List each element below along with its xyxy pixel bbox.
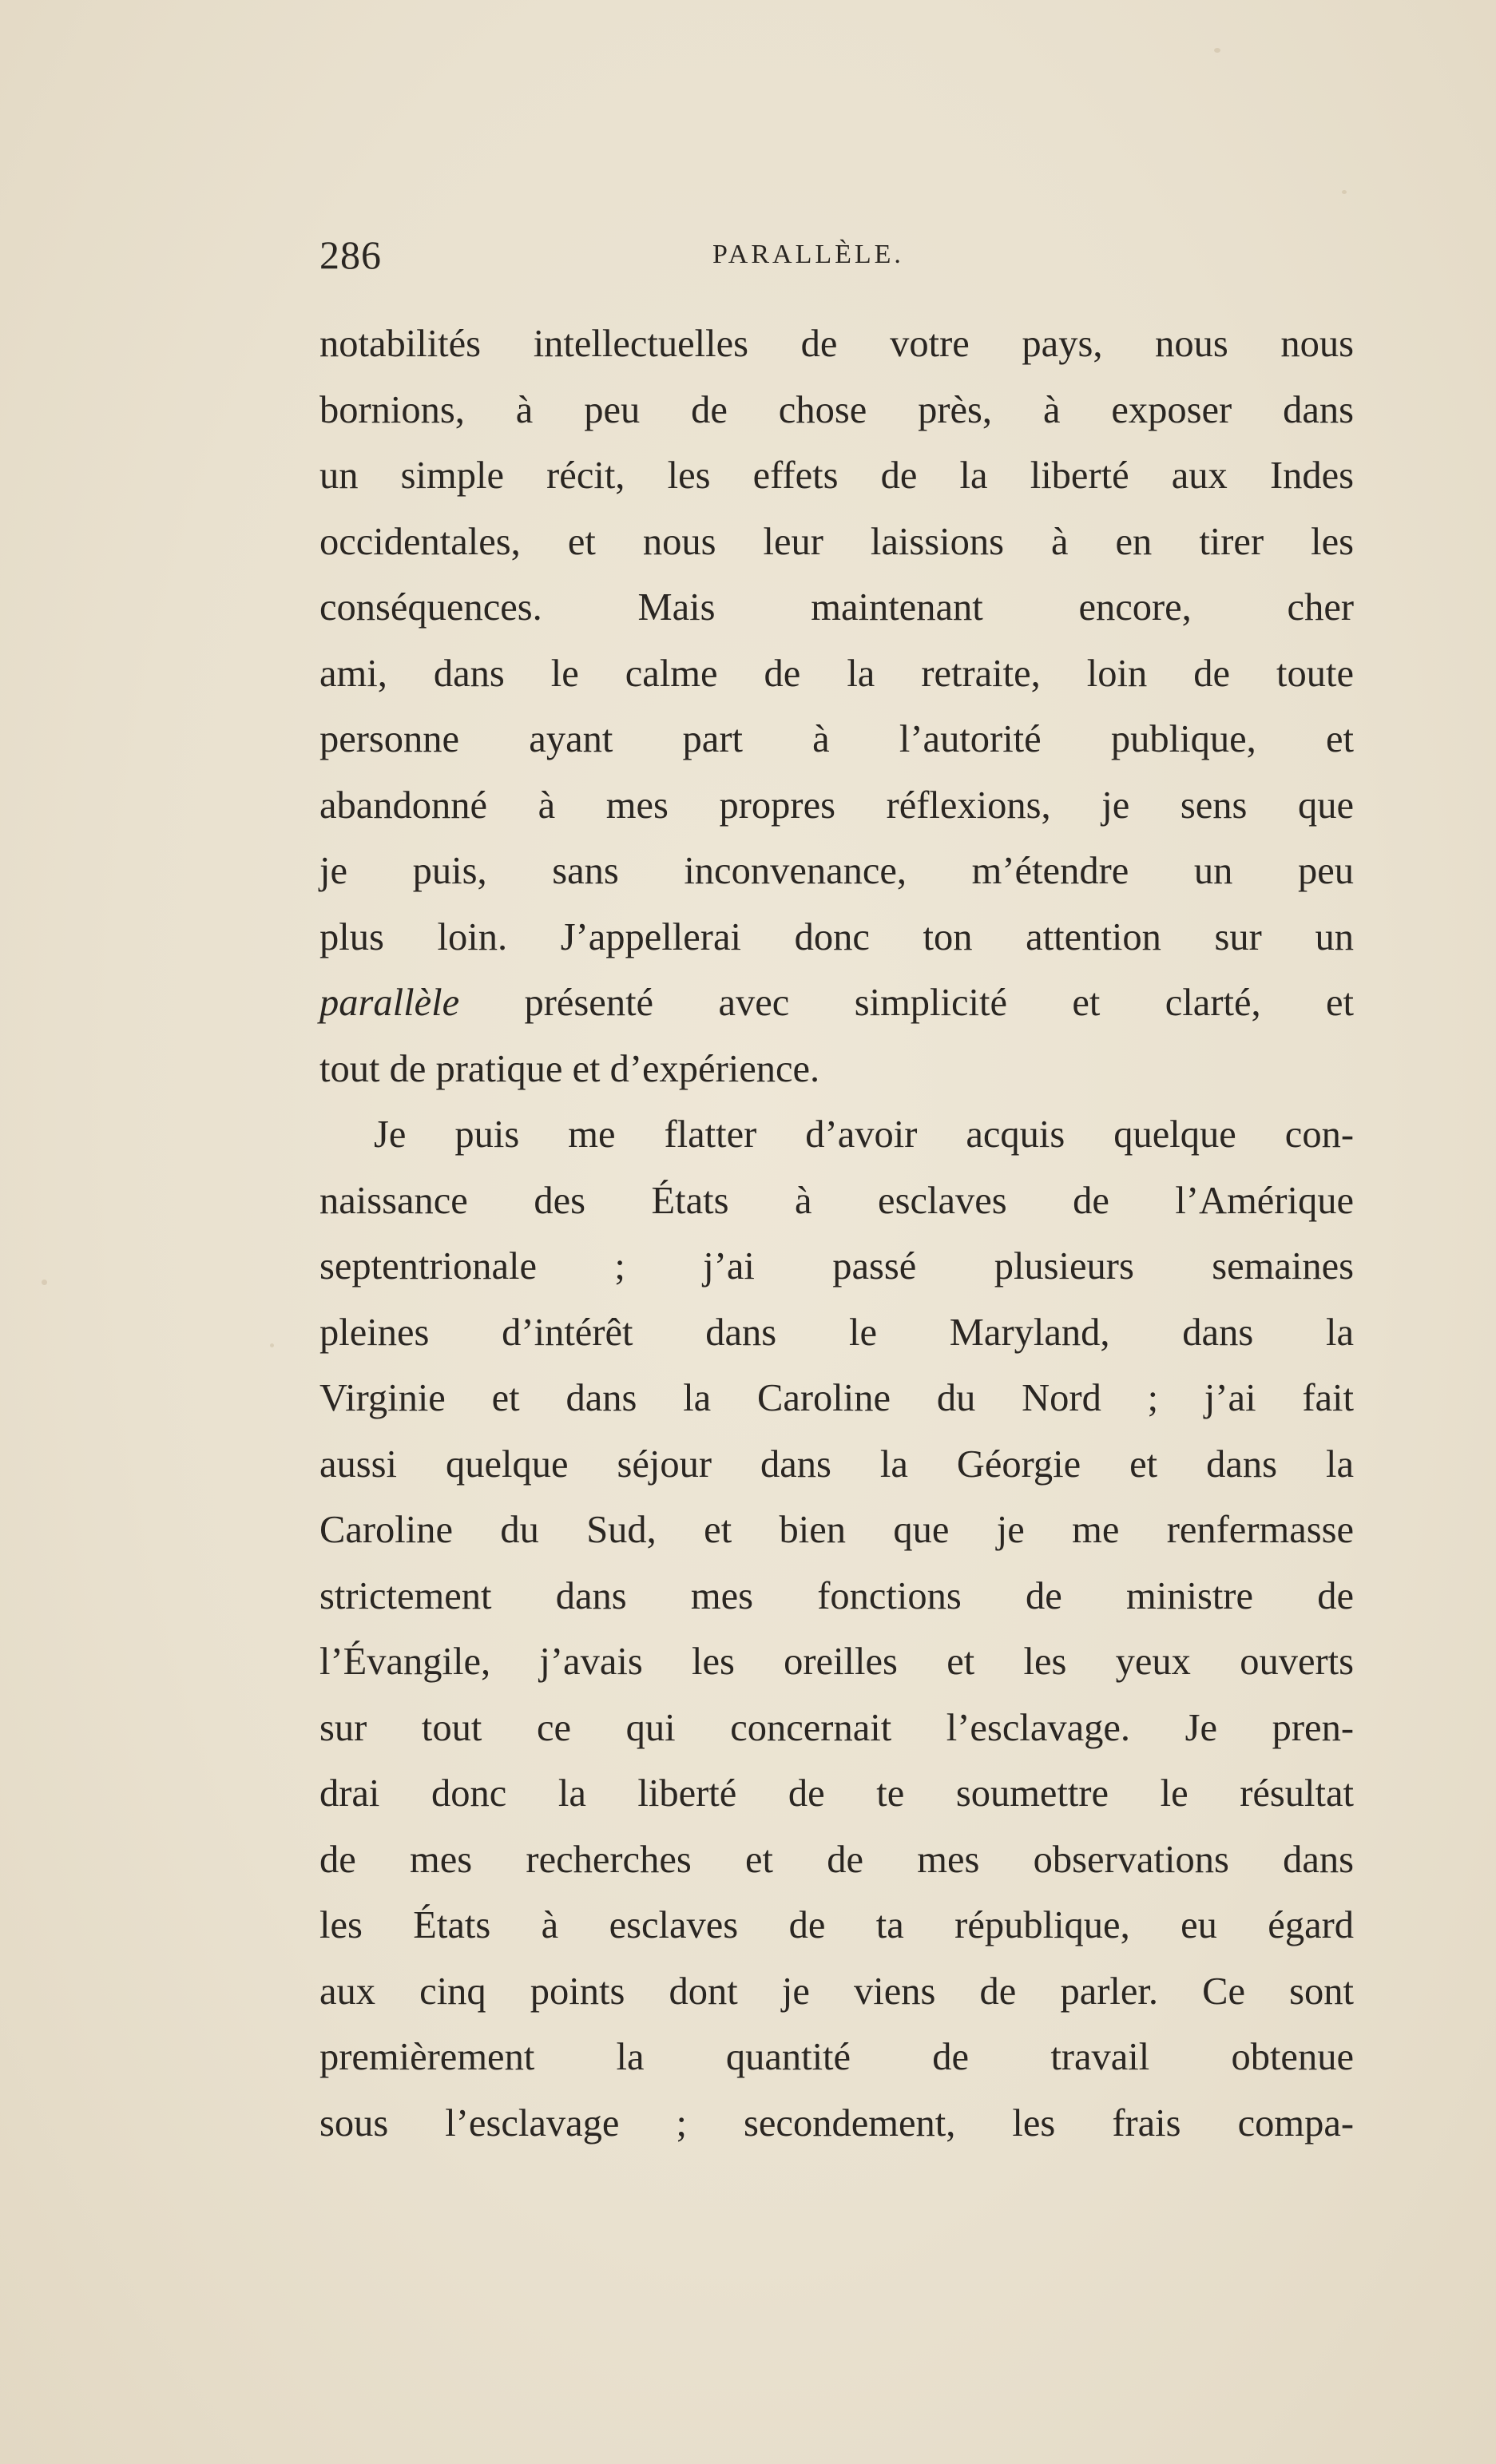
text-line: bornions, à peu de chose près, à exposer dans bbox=[319, 388, 1354, 431]
text-line: l’Évangile, j’avais les oreilles et les yeux ouverts bbox=[319, 1641, 1354, 1683]
text-line: Je puis me flatter d’avoir acquis quelque con- bbox=[374, 1113, 1354, 1156]
text-line: plus loin. J’appellerai donc ton attention sur un bbox=[319, 915, 1354, 958]
text-line: aux cinq points dont je viens de parler. Ce sont bbox=[319, 1970, 1354, 2013]
text-line: septentrionale ; j’ai passé plusieurs semaines bbox=[319, 1245, 1354, 1288]
text-line: je puis, sans inconvenance, m’étendre un peu bbox=[319, 850, 1354, 892]
text-line: abandonné à mes propres réflexions, je sens que bbox=[319, 784, 1354, 827]
text-line: notabilités intellectuelles de votre pays, nous nous bbox=[319, 323, 1354, 365]
paper-foxing-spot bbox=[270, 1343, 274, 1347]
text-line: premièrement la quantité de travail obtenue bbox=[319, 2036, 1354, 2078]
running-head bbox=[319, 228, 1354, 292]
text-line: Caroline du Sud, et bien que je me renfermasse bbox=[319, 1509, 1354, 1551]
text-line: personne ayant part à l’autorité publique, et bbox=[319, 718, 1354, 760]
text-line: strictement dans mes fonctions de ministre de bbox=[319, 1574, 1354, 1617]
text-line: sous l’esclavage ; secondement, les frais compa- bbox=[319, 2101, 1354, 2145]
text-line: un simple récit, les effets de la liberté aux Indes bbox=[319, 454, 1354, 497]
text-line: occidentales, et nous leur laissions à en tirer les bbox=[319, 520, 1354, 563]
text-line: les États à esclaves de ta république, eu égard bbox=[319, 1904, 1354, 1946]
text-line: ami, dans le calme de la retraite, loin de toute bbox=[319, 652, 1354, 695]
text-line: conséquences. Mais maintenant encore, cher bbox=[319, 586, 1354, 629]
text-block bbox=[319, 228, 1354, 2156]
text-line: drai donc la liberté de te soumettre le résultat bbox=[319, 1772, 1354, 1815]
line-remainder: présenté avec simplicité et clarté, et bbox=[459, 982, 1354, 1024]
text-line: de mes recherches et de mes observations dans bbox=[319, 1838, 1354, 1881]
running-head-title: PARALLÈLE. bbox=[712, 240, 904, 269]
text-line: tout de pratique et d’expérience. bbox=[319, 1047, 820, 1090]
text-line: aussi quelque séjour dans la Géorgie et dans la bbox=[319, 1442, 1354, 1486]
text-line: Virginie et dans la Caroline du Nord ; j’ai fait bbox=[319, 1377, 1354, 1419]
italic-word: parallèle bbox=[319, 982, 460, 1024]
page-number: 286 bbox=[319, 232, 382, 277]
paper-foxing-spot bbox=[42, 1280, 47, 1285]
body-text bbox=[319, 311, 1354, 2156]
paper-foxing-spot bbox=[1214, 48, 1220, 53]
text-line: pleines d’intérêt dans le Maryland, dans la bbox=[319, 1311, 1354, 1354]
text-line: naissance des États à esclaves de l’Amérique bbox=[319, 1179, 1354, 1222]
text-line: sur tout ce qui concernait l’esclavage. Je pren- bbox=[319, 1706, 1354, 1749]
paper-foxing-spot bbox=[1342, 190, 1347, 194]
text-line bbox=[319, 970, 1354, 1037]
